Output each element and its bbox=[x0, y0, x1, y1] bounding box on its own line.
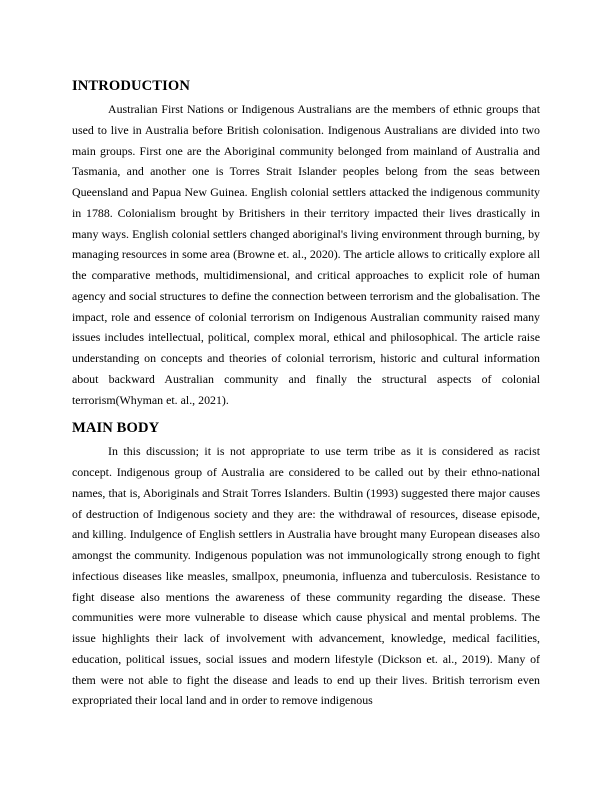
introduction-heading: INTRODUCTION bbox=[72, 78, 190, 94]
main-body-heading: MAIN BODY bbox=[72, 420, 160, 437]
introduction-paragraph: Australian First Nations or Indigenous Australians are the members of ethnic groups that used to live in Australia before British colonisation. Indigenous Australians are divided into two main groups. First one are the Aboriginal community belonged from mainland of Australia and Tasmania, and another one is Torres Strait Islander peoples belong from the seas between Queensland and Papua New Guinea. English colonial settlers attacked the indigenous community in 1788. Colonialism brought by Britishers in their territory impacted their lives drastically in many ways. English colonial settlers changed aboriginal's living environment through burning, by managing resources in some area (Browne et. al., 2020). The article allows to critically explore all the comparative methods, multidimensional, and critical approaches to explicit role of human agency and social structures to define the connection between terrorism and the globalisation. The impact, role and essence of colonial terrorism on Indigenous Australian community raised many issues includes intellectual, political, complex moral, ethical and philosophical. The article raise understanding on concepts and theories of colonial terrorism, historic and cultural information about backward Australian community and finally the structural aspects of colonial terrorism(Whyman et. al., 2021). bbox=[72, 102, 540, 407]
main-body-paragraph: In this discussion; it is not appropriate to use term tribe as it is considered as racist concept. Indigenous group of Australia are considered to be called out by their ethno-national names, that is, Aboriginals and Strait Torres Islanders. Bultin (1993) suggested there major causes of destruction of Indigenous society and they are: the withdrawal of resources, disease episode, and killing. Indulgence of English settlers in Australia have brought many European diseases also amongst the community. Indigenous population was not immunologically strong enough to fight infectious diseases like measles, smallpox, pneumonia, influenza and tuberculosis. Resistance to fight disease also mentions the awareness of these community regarding the disease. These communities were more vulnerable to disease which cause physical and mental problems. The issue highlights their lack of involvement with advancement, knowledge, medical facilities, education, political issues, social issues and modern lifestyle (Dickson et. al., 2019). Many of them were not able to fight the disease and leads to end up their lives. British terrorism even expropriated their local land and in order to remove indigenous bbox=[72, 444, 540, 708]
document-page bbox=[72, 77, 540, 711]
